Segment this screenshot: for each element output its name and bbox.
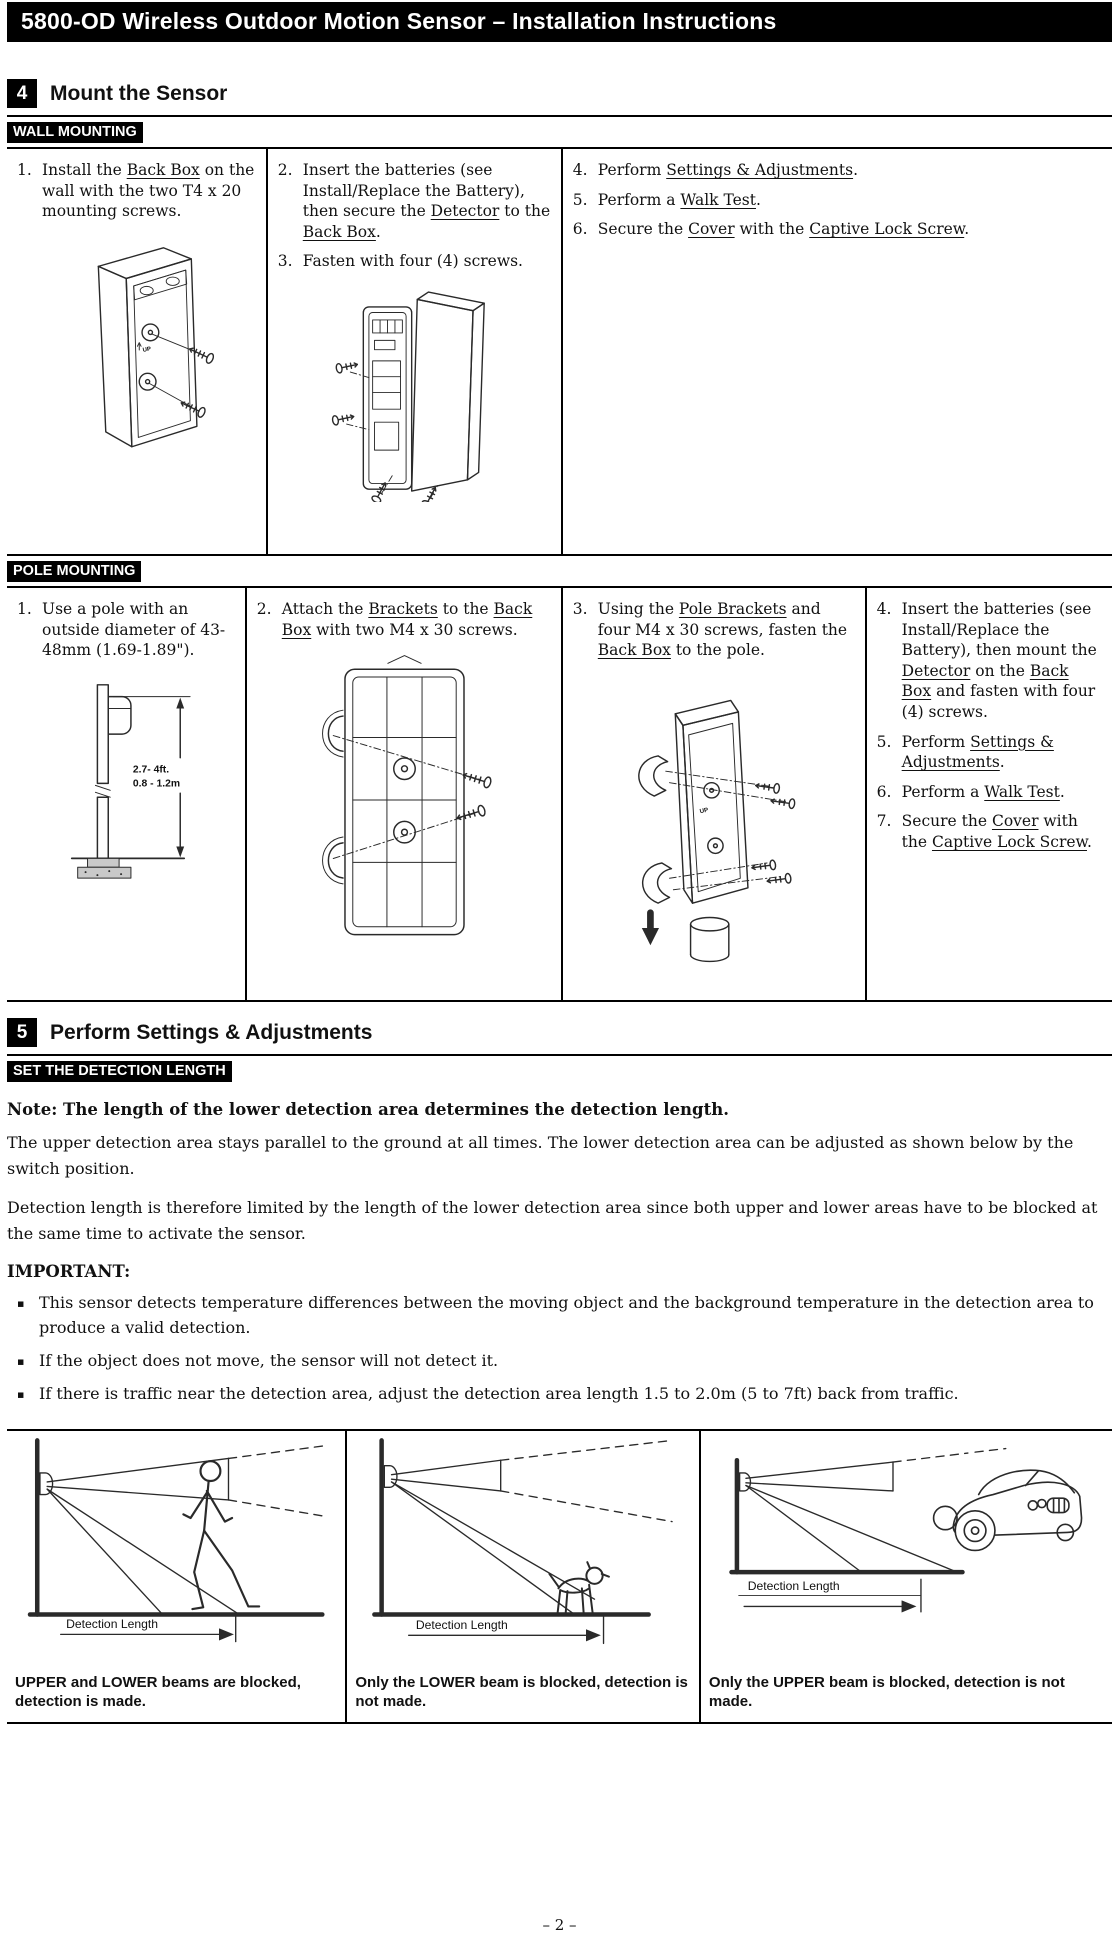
list-item-text: Insert the batteries (see Install/Replace the Battery), then mount the Detector on the Back Box and fasten with four (4) screws.	[901, 600, 1097, 722]
bottom-spacer	[7, 1724, 1112, 1910]
diagram-person-cell	[7, 1431, 347, 1722]
list-item-number: 4.	[876, 600, 892, 618]
wall-steps-4-6-list	[573, 160, 1102, 240]
list-item-number: 5.	[876, 732, 892, 751]
bullet-text: If the object does not move, the sensor will not detect it.	[39, 1350, 499, 1370]
list-item-number: 7.	[876, 812, 892, 831]
list-item-text: Perform a Walk Test.	[597, 190, 761, 209]
list-item-text: Using the Pole Brackets and four M4 x 30 screws, fasten the Back Box to the pole.	[597, 600, 848, 660]
list-item-number: 1.	[17, 600, 32, 618]
list-item-number: 2.	[277, 161, 293, 179]
detection-diagrams-table	[7, 1429, 1112, 1724]
document-title: 5800-OD Wireless Outdoor Motion Sensor – Installation Instructions	[21, 8, 777, 34]
bullet-item	[7, 1291, 1112, 1341]
detection-paragraph-1: The upper detection area stays parallel to the ground at all times. The lower detection area can be adjusted as shown below by the switch position.	[7, 1133, 1074, 1178]
list-item-number: 4.	[572, 161, 588, 179]
dog-detection-diagram	[353, 1435, 693, 1647]
diagram-car-cell	[701, 1431, 1112, 1722]
list-item-number: 5.	[572, 190, 588, 209]
bullet-marker	[17, 1382, 39, 1407]
wall-steps-2-3-list	[278, 160, 551, 272]
list-item-text: Perform Settings & Adjustments.	[901, 732, 1054, 772]
bullet-marker	[17, 1349, 39, 1374]
page-number: – 2 –	[542, 1916, 577, 1934]
wall-mounting-table	[7, 147, 1112, 556]
list-item-number: 3.	[277, 252, 293, 271]
important-bullet-list	[7, 1283, 1112, 1414]
bullet-item	[7, 1382, 1112, 1407]
list-item-text: Install the Back Box on the wall with the two T4 x 20 mounting screws.	[42, 161, 255, 221]
list-item	[573, 190, 1102, 211]
pole-step-2-list	[257, 599, 551, 640]
pole-height-feet-label: 2.7- 4ft.	[132, 764, 170, 776]
list-item-text: Use a pole with an outside diameter of 43-48mm (1.69-1.89").	[42, 600, 226, 660]
wall-steps-2-3-cell	[268, 149, 563, 554]
list-item-text: Secure the Cover with the Captive Lock Screw.	[901, 812, 1092, 852]
list-item	[877, 811, 1102, 852]
section-4-title: Mount the Sensor	[50, 81, 228, 105]
pole-height-meters-label: 0.8 - 1.2m	[132, 778, 180, 790]
pole-step-1-list	[17, 599, 235, 661]
wall-mounting-label: WALL MOUNTING	[7, 122, 143, 143]
wall-step-1-list	[17, 160, 256, 222]
section-5-number-badge: 5	[7, 1018, 37, 1047]
list-item-text: Perform Settings & Adjustments.	[597, 161, 858, 179]
person-detection-diagram	[13, 1435, 339, 1647]
detection-paragraph-2: Detection length is therefore limited by the length of the lower detection area since both upper and lower areas have to be blocked at the same time to activate the sensor.	[7, 1198, 1098, 1243]
pole-steps-4-7-list	[877, 599, 1102, 853]
up-label: UP	[142, 346, 152, 354]
set-detection-length-label: SET THE DETECTION LENGTH	[7, 1061, 232, 1082]
detector-mounting-illustration	[328, 282, 500, 502]
bullet-item	[7, 1349, 1112, 1374]
list-item	[877, 782, 1102, 803]
section-5-header	[7, 1018, 1112, 1056]
pole-mounting-label: POLE MOUNTING	[7, 561, 141, 582]
wall-steps-4-6-cell	[563, 149, 1112, 554]
bullet-marker	[17, 1291, 39, 1341]
pole-bracket-fastening-illustration	[616, 671, 812, 967]
diagram-dog-caption: Only the LOWER beam is blocked, detection is not made.	[355, 1673, 688, 1711]
bullet-text: If there is traffic near the detection area, adjust the detection area length 1.5 to 2.0m (5 to 7ft) back from traffic.	[39, 1383, 959, 1403]
list-item	[278, 160, 551, 242]
important-label: IMPORTANT:	[7, 1262, 131, 1282]
pole-step-3-list	[573, 599, 855, 661]
bullet-text: This sensor detects temperature differences between the moving object and the background temperature in the detection area to produce a valid detection.	[39, 1293, 1094, 1338]
section-4-number-badge: 4	[7, 79, 37, 108]
detection-length-label: Detection Length	[416, 1617, 509, 1632]
section-5-title: Perform Settings & Adjustments	[50, 1020, 373, 1044]
list-item	[573, 160, 1102, 181]
pole-steps-4-7-cell	[867, 588, 1112, 1000]
title-bar	[7, 2, 1112, 42]
list-item-number: 2.	[256, 600, 272, 618]
detection-length-note: Note: The length of the lower detection area determines the detection length.	[7, 1100, 729, 1119]
list-item	[257, 599, 551, 640]
detection-length-label: Detection Length	[66, 1616, 159, 1631]
pole-height-illustration	[51, 671, 201, 883]
list-item	[573, 219, 1102, 240]
list-item	[17, 160, 256, 222]
pole-step-2-cell	[247, 588, 563, 1000]
list-item	[877, 732, 1102, 773]
pole-mounting-table	[7, 586, 1112, 1002]
list-item-text: Insert the batteries (see Install/Replace the Battery), then secure the Detector to the Back Box.	[302, 161, 551, 241]
list-item-number: 6.	[572, 220, 588, 239]
list-item	[17, 599, 235, 661]
bracket-attachment-illustration	[304, 650, 504, 946]
pole-step-3-cell	[563, 588, 867, 1000]
list-item-text: Fasten with four (4) screws.	[302, 252, 523, 271]
list-item-number: 6.	[876, 782, 892, 801]
list-item-text: Attach the Brackets to the Back Box with two M4 x 30 screws.	[281, 600, 533, 639]
list-item	[573, 599, 855, 661]
list-item-number: 1.	[17, 161, 32, 179]
back-box-illustration	[50, 232, 222, 456]
diagram-dog-cell	[347, 1431, 701, 1722]
list-item-text: Perform a Walk Test.	[901, 782, 1065, 801]
up-label: UP	[698, 806, 709, 816]
wall-step-1-cell	[7, 149, 268, 554]
list-item	[278, 251, 551, 272]
pole-step-1-cell	[7, 588, 247, 1000]
list-item-text: Secure the Cover with the Captive Lock Screw.	[597, 220, 970, 239]
list-item-number: 3.	[572, 600, 588, 618]
list-item	[877, 599, 1102, 723]
diagram-car-caption: Only the UPPER beam is blocked, detection is not made.	[708, 1673, 1065, 1711]
detection-length-label: Detection Length	[747, 1578, 840, 1593]
section-4-header	[7, 79, 1112, 117]
diagram-person-caption: UPPER and LOWER beams are blocked, detection is made.	[15, 1673, 301, 1711]
car-detection-diagram	[707, 1435, 1106, 1647]
